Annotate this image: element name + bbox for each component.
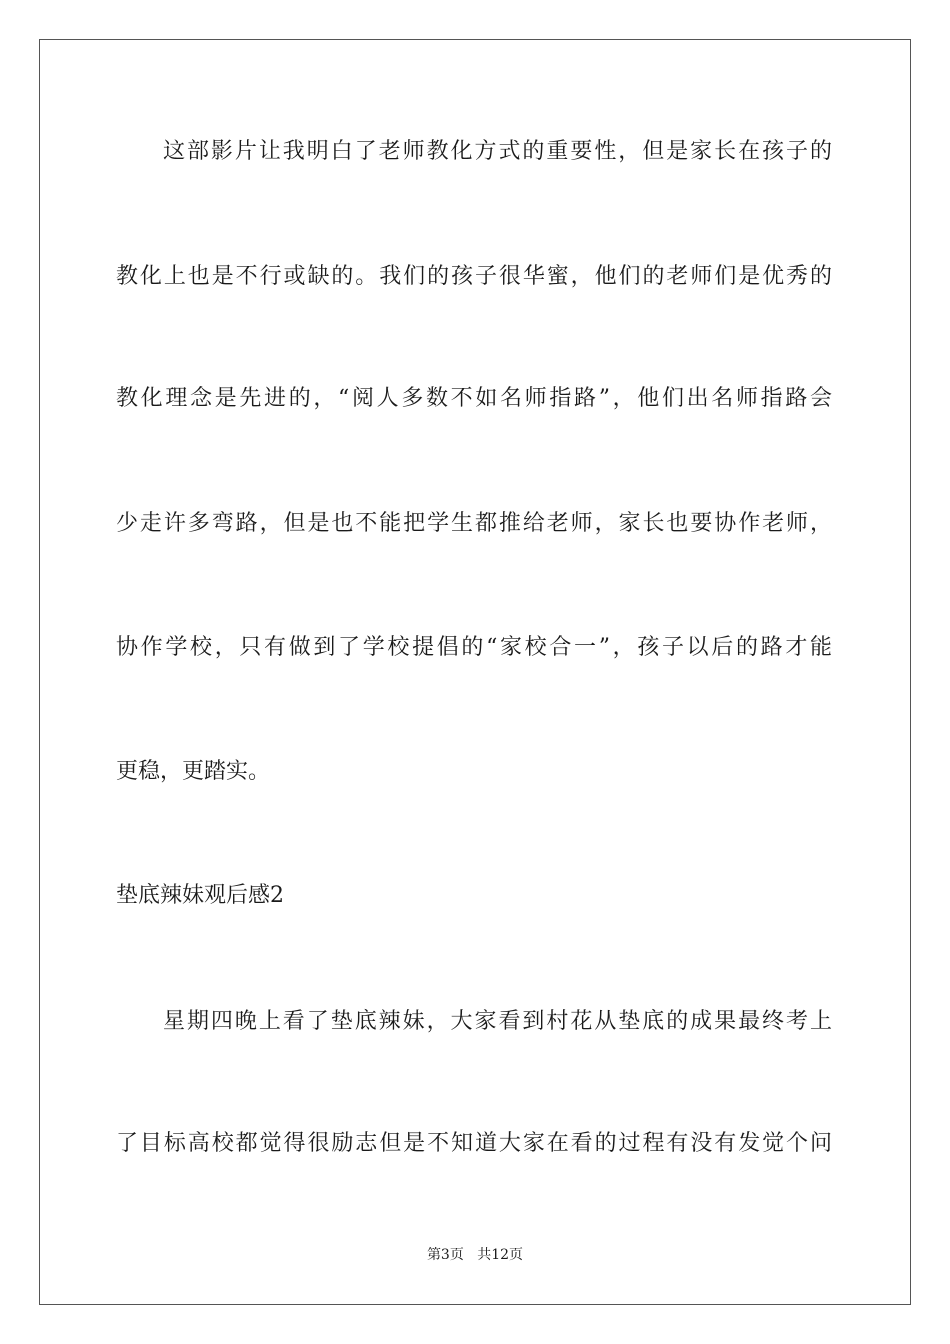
- page-number: 第3页: [426, 1247, 464, 1263]
- paragraph-line: 教化理念是先进的，“阅人多数不如名师指路”，他们出名师指路会: [116, 386, 832, 411]
- paragraph-last-line: 更稳，更踏实。: [116, 759, 271, 784]
- page-total: 共12页: [477, 1247, 524, 1263]
- paragraph-line: 协作学校，只有做到了学校提倡的“家校合一”，孩子以后的路才能: [116, 635, 832, 660]
- paragraph-line: 星期四晚上看了垫底辣妹，大家看到村花从垫底的成果最终考上: [163, 1009, 832, 1034]
- section-heading: 垫底辣妹观后感2: [116, 883, 284, 908]
- paragraph-line: 少走许多弯路，但是也不能把学生都推给老师，家长也要协作老师，: [116, 511, 832, 536]
- page-border: [39, 39, 911, 1305]
- page-footer: [0, 1245, 950, 1265]
- paragraph-line: 这部影片让我明白了老师教化方式的重要性，但是家长在孩子的: [163, 139, 832, 164]
- paragraph-line: 了目标高校都觉得很励志但是不知道大家在看的过程有没有发觉个问: [116, 1131, 832, 1156]
- paragraph-line: 教化上也是不行或缺的。我们的孩子很华蜜，他们的老师们是优秀的: [116, 264, 832, 289]
